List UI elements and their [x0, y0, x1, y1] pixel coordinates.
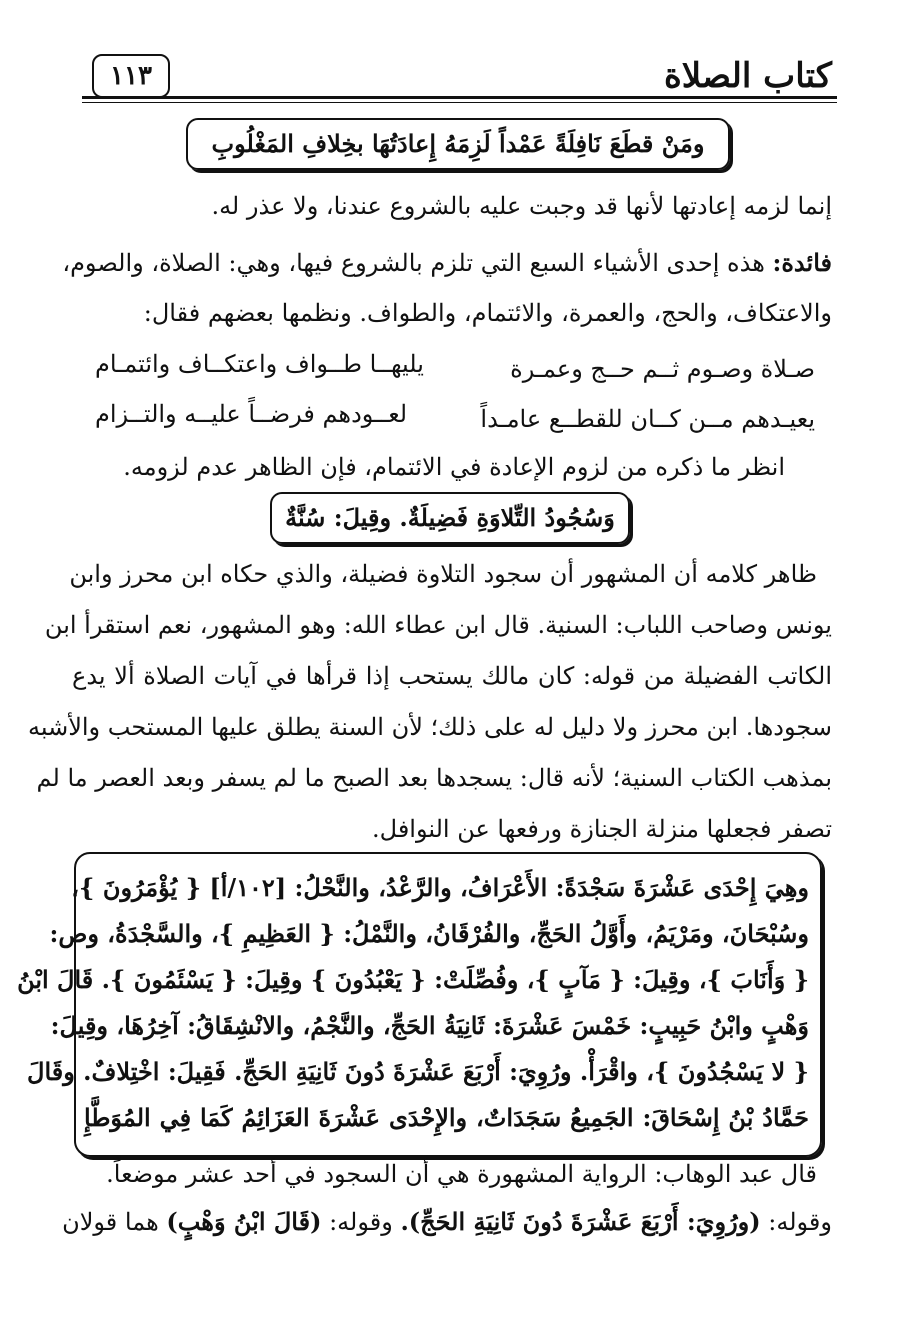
commentary-line-2: يونس وصاحب اللباب: السنية. قال ابن عطاء الله: وهو المشهور، نعم استقرأ ابن: [44, 611, 832, 639]
matn-box-1: [186, 118, 730, 170]
header-rule: [82, 96, 837, 99]
verse-1-first-hemistich: صـلاة وصـوم ثــم حــج وعمـرة: [510, 355, 815, 383]
commentary-line-5: بمذهب الكتاب السنية؛ لأنه قال: يسجدها بعد الصبح ما لم يسفر وبعد العصر ما لم: [36, 764, 832, 792]
matn-text-1: ومَنْ قطَعَ نَافِلَةً عَمْداً لَزِمَهُ إِعادَتُهَا بخِلافِ المَغْلُوبِ: [211, 129, 705, 158]
page-number-box: ١١٣: [92, 54, 170, 98]
para4-suffix: هما قولان: [62, 1208, 159, 1236]
commentary-line-4: سجودها. ابن محرز ولا دليل له على ذلك؛ لأن السنة يطلق عليها المستحب والأشبه: [27, 713, 832, 741]
verse-1-second-hemistich: يليهــا طــواف واعتكــاف وائتمـام: [95, 350, 424, 378]
commentary-line-6: تصفر فجعلها منزلة الجنازة ورفعها عن النوافل.: [372, 815, 832, 843]
matn3-line-1: وهِيَ إِحْدَى عَشْرَةَ سَجْدَةً: الأَعْرَافُ، والرَّعْدُ، والنَّحْلُ: [١٠٢/أ] { يُؤْمَرُونَ }،: [71, 873, 809, 902]
faida-line-1: [62, 248, 832, 278]
para4-prefix: وقوله:: [768, 1208, 832, 1236]
paragraph-3: قال عبد الوهاب: الرواية المشهورة هي أن السجود في أحد عشر موضعاً.: [106, 1160, 817, 1188]
paragraph-1: إنما لزمه إعادتها لأنها قد وجبت عليه بالشروع عندنا، ولا عذر له.: [211, 192, 832, 220]
para4-quote-1: (ورُوِيَ: أَرْبَعَ عَشْرَةَ دُونَ ثَانِيَةِ الحَجِّ).: [400, 1207, 761, 1236]
faida-text-1: هذه إحدى الأشياء السبع التي تلزم بالشروع فيها، وهي: الصلاة، والصوم،: [62, 249, 765, 277]
commentary-line-1: ظاهر كلامه أن المشهور أن سجود التلاوة فضيلة، والذي حكاه ابن محرز وابن: [69, 560, 817, 588]
matn3-line-4: وَهْبٍ وابْنُ حَبِيبٍ: خَمْسَ عَشْرَةَ: ثَانِيَةُ الحَجِّ، والنَّجْمُ، والانْشِقَاقُ: آخِرُهَا، وقِيلَ:: [50, 1011, 809, 1040]
commentary-line-3: الكاتب الفضيلة من قوله: كان مالك يستحب إذا قرأها في آيات الصلاة ألا يدع: [72, 662, 832, 690]
header-rule-thin: [82, 102, 837, 103]
verse-2-second-hemistich: لعــودهم فرضــاً عليــه والتــزام: [95, 400, 408, 428]
matn3-line-3: { وَأَنَابَ }، وقِيلَ: { مَآبٍ }، وفُصِّلَتْ: { يَعْبُدُونَ } وقِيلَ: { يَسْئَمُونَ }. قَالَ ابْنُ: [17, 965, 809, 994]
matn3-line-6: حَمَّادُ بْنُ إِسْحَاقَ: الجَمِيعُ سَجَدَاتٌ، والإِحْدَى عَشْرَةَ العَزَائِمُ كَمَا فِي المُوَطَّإِ: [84, 1103, 809, 1132]
paragraph-2: انظر ما ذكره من لزوم الإعادة في الائتمام، فإن الظاهر عدم لزومه.: [123, 453, 785, 481]
para4-quote-2: (قَالَ ابْنُ وَهْبٍ): [166, 1207, 322, 1236]
running-header-title: كتاب الصلاة: [663, 56, 832, 96]
matn-box-2: [270, 492, 630, 544]
matn3-line-2: وسُبْحَانَ، ومَرْيَمُ، وأَوَّلُ الحَجِّ، والفُرْقَانُ، والنَّمْلُ: { العَظِيمِ }، والسَّجْدَةُ، وص:: [49, 919, 809, 948]
faida-label: فائدة:: [772, 248, 832, 277]
faida-line-2: والاعتكاف، والحج، والعمرة، والائتمام، والطواف. ونظمها بعضهم فقال:: [143, 299, 832, 327]
verse-2-first-hemistich: يعيـدهم مــن كــان للقطــع عامـداً: [480, 405, 815, 433]
para4-middle: وقوله:: [329, 1208, 393, 1236]
matn3-line-5: { لا يَسْجُدُونَ }، واقْرَأْ. ورُوِيَ: أَرْبَعَ عَشْرَةَ دُونَ ثَانِيَةِ الحَجِّ. فَقِيلَ: اخْتِلافٌ. وقَالَ: [27, 1057, 809, 1086]
matn-text-2: وَسُجُودُ التِّلاوَةِ فَضِيلَةٌ. وقِيلَ: سُنَّةٌ: [285, 503, 615, 532]
paragraph-4: [62, 1207, 832, 1237]
